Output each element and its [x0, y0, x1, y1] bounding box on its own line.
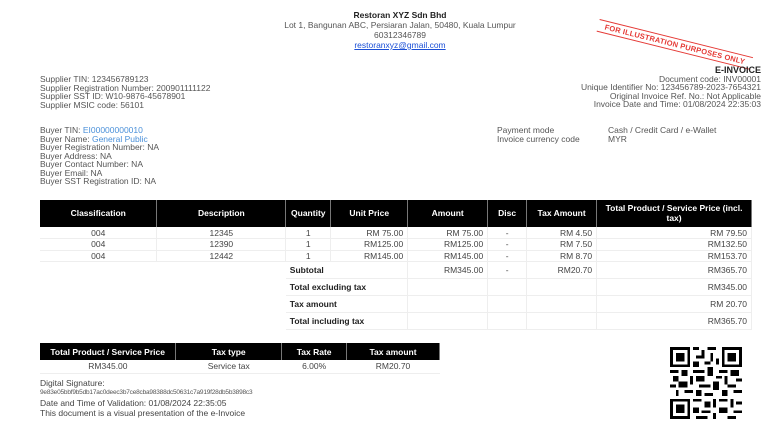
col-total-price: Total Product / Service Price (incl. tax): [597, 200, 752, 227]
original-invoice-ref: Original Invoice Ref. No.: Not Applicable: [609, 90, 761, 101]
buyer-tin-label: Buyer TIN:: [40, 125, 83, 135]
total-incl-tax-row: [40, 313, 752, 330]
subtotal-tax: RM20.70: [527, 262, 597, 279]
table-row: [40, 227, 752, 239]
stamp-text: FOR ILLUSTRATION PURPOSES ONLY: [603, 22, 746, 67]
table-row: [40, 239, 752, 251]
total-excl-tax-row: [40, 279, 752, 296]
col-unit-price: Unit Price: [331, 200, 408, 227]
supplier-info: [40, 75, 210, 109]
cell-unit-price: RM145.00: [331, 250, 408, 262]
tax-amount-label: Tax amount: [286, 296, 408, 313]
col-description: Description: [157, 200, 286, 227]
cell-quantity: 1: [286, 239, 331, 251]
digital-signature: 9e83e05bbf9b5db17ac0deec3b7ce8cba98388dc50631c7a919f28db5b3898c3: [40, 389, 253, 396]
cell-tax-amount: RM 7.50: [527, 239, 597, 251]
payment-mode-value: Cash / Credit Card / e-Wallet: [608, 125, 717, 135]
cell-amount: RM125.00: [408, 239, 488, 251]
table-row: [40, 250, 752, 262]
cell-disc: -: [488, 250, 527, 262]
cell-classification: 004: [40, 239, 157, 251]
currency-value: MYR: [608, 133, 627, 144]
unique-identifier: Unique Identifier No: 123456789-2023-7654321: [580, 82, 761, 92]
col-tax-rate: Tax Rate: [282, 343, 347, 360]
col-tax-type: Tax type: [176, 343, 282, 360]
cell-classification: 004: [40, 250, 157, 262]
cell-total-price: RM345.00: [40, 360, 176, 373]
cell-description: 12442: [157, 250, 286, 262]
buyer-email: Buyer Email: NA: [40, 167, 103, 178]
cell-disc: -: [488, 227, 527, 239]
validation-datetime: Date and Time of Validation: 01/08/2024 22:35:05: [40, 398, 227, 408]
buyer-info: [40, 126, 159, 186]
subtotal-label: Subtotal: [286, 262, 408, 279]
cell-amount: RM 75.00: [408, 227, 488, 239]
payment-mode-label: Payment mode: [497, 125, 555, 135]
visual-presentation-note: This document is a visual presentation of the e-Invoice: [40, 408, 246, 418]
cell-total: RM153.70: [597, 250, 752, 262]
cell-unit-price: RM125.00: [331, 239, 408, 251]
cell-unit-price: RM 75.00: [331, 227, 408, 239]
invoice-datetime: Invoice Date and Time: 01/08/2024 22:35:03: [593, 99, 761, 109]
col-tax-amount: Tax amount: [347, 343, 440, 360]
total-incl-tax-value: RM365.70: [597, 313, 752, 330]
company-phone: 60312346789: [373, 30, 426, 40]
document-code: Document code: INV00001: [658, 73, 761, 84]
items-table: [40, 200, 752, 330]
col-total-price: Total Product / Service Price: [40, 343, 176, 360]
supplier-registration: Supplier Registration Number: 200901111122: [40, 82, 211, 93]
tax-amount-row: [40, 296, 752, 313]
cell-tax-type: Service tax: [176, 360, 282, 373]
currency-label: Invoice currency code: [497, 133, 580, 144]
subtotal-amount: RM345.00: [408, 262, 488, 279]
col-classification: Classification: [40, 200, 157, 227]
cell-quantity: 1: [286, 250, 331, 262]
subtotal-disc: -: [488, 262, 527, 279]
tax-header-row: [40, 343, 440, 360]
company-header: [250, 10, 550, 50]
buyer-name-value: General Public: [91, 133, 148, 144]
cell-tax-rate: 6.00%: [282, 360, 347, 373]
cell-tax-amount: RM 8.70: [527, 250, 597, 262]
payment-info: [497, 126, 716, 143]
company-email-link[interactable]: restoranxyz@gmail.com: [354, 40, 446, 50]
supplier-tin: Supplier TIN: 123456789123: [40, 74, 149, 84]
buyer-registration: Buyer Registration Number: NA: [40, 142, 160, 152]
cell-total: RM 79.50: [597, 227, 752, 239]
cell-description: 12345: [157, 227, 286, 239]
buyer-sst: Buyer SST Registration ID: NA: [40, 176, 157, 186]
col-amount: Amount: [408, 200, 488, 227]
total-excl-tax-label: Total excluding tax: [286, 279, 408, 296]
total-incl-tax-label: Total including tax: [286, 313, 408, 330]
buyer-tin-value: EI00000000010: [82, 125, 143, 135]
illustration-stamp: [596, 18, 753, 71]
cell-disc: -: [488, 239, 527, 251]
tax-amount-value: RM 20.70: [597, 296, 752, 313]
subtotal-total: RM365.70: [597, 262, 752, 279]
col-disc: Disc: [488, 200, 527, 227]
supplier-sst: Supplier SST ID: W10-9876-45678901: [40, 91, 186, 101]
buyer-name-label: Buyer Name:: [40, 133, 92, 144]
cell-tax-amount: RM20.70: [347, 360, 440, 373]
subtotal-row: [40, 262, 752, 279]
cell-description: 12390: [157, 239, 286, 251]
buyer-contact: Buyer Contact Number: NA: [40, 159, 143, 169]
einvoice-info: [581, 66, 761, 109]
buyer-address: Buyer Address: NA: [40, 150, 112, 161]
footer: [40, 378, 252, 418]
company-name: Restoran XYZ Sdn Bhd: [353, 10, 447, 20]
tax-summary-table: [40, 343, 440, 374]
table-row: [40, 360, 440, 373]
col-quantity: Quantity: [286, 200, 331, 227]
col-tax-amount: Tax Amount: [527, 200, 597, 227]
einvoice-title: E-INVOICE: [714, 65, 761, 75]
cell-total: RM132.50: [597, 239, 752, 251]
cell-quantity: 1: [286, 227, 331, 239]
cell-classification: 004: [40, 227, 157, 239]
supplier-msic: Supplier MSIC code: 56101: [40, 99, 144, 110]
items-header-row: [40, 200, 752, 227]
total-excl-tax-value: RM345.00: [597, 279, 752, 296]
qr-code-icon: [670, 347, 742, 419]
signature-label: Digital Signature:: [40, 378, 105, 388]
stamp-line-top: [600, 19, 754, 58]
cell-tax-amount: RM 4.50: [527, 227, 597, 239]
company-address: Lot 1, Bangunan ABC, Persiaran Jalan, 50480, Kuala Lumpur: [284, 20, 516, 30]
cell-amount: RM145.00: [408, 250, 488, 262]
